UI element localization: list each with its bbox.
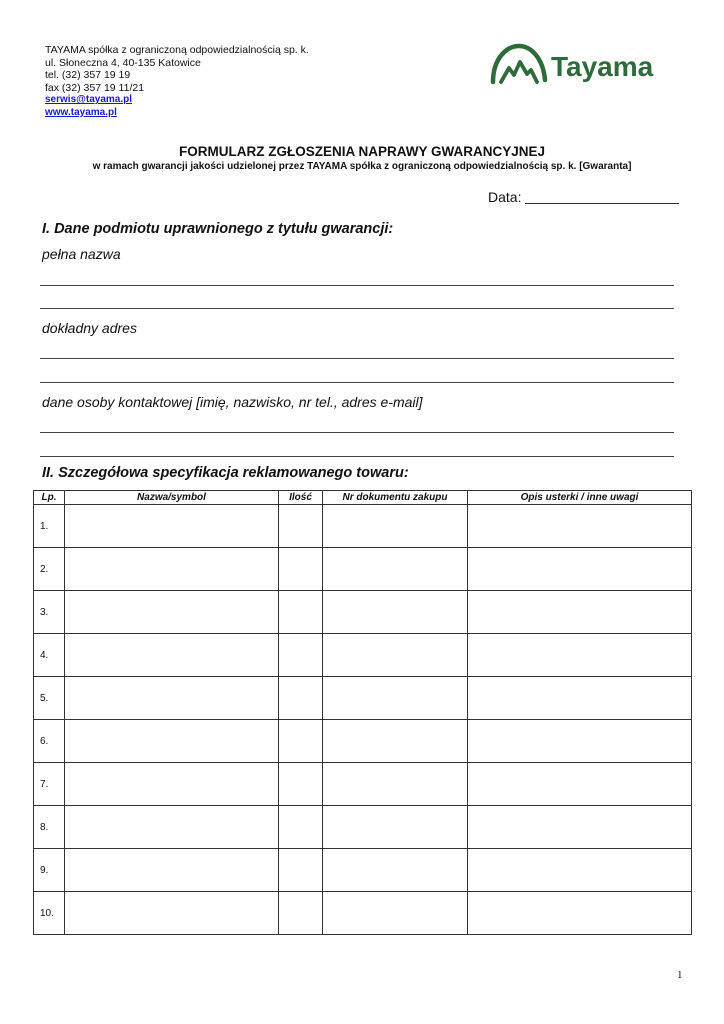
- cell-name[interactable]: [65, 806, 279, 849]
- address-line-1[interactable]: [40, 358, 674, 359]
- company-website-link[interactable]: www.tayama.pl: [45, 106, 117, 118]
- table-row: [34, 677, 692, 720]
- field-label-full-name: pełna nazwa: [42, 246, 121, 262]
- date-input-line[interactable]: [525, 189, 679, 204]
- cell-quantity[interactable]: [279, 720, 323, 763]
- column-header-lp: Lp.: [34, 491, 65, 505]
- row-number: 9.: [34, 849, 65, 892]
- cell-description[interactable]: [468, 634, 692, 677]
- row-number: 8.: [34, 806, 65, 849]
- table-row: [34, 892, 692, 935]
- cell-document[interactable]: [323, 677, 468, 720]
- cell-description[interactable]: [468, 548, 692, 591]
- table-row: [34, 806, 692, 849]
- section-2-title: II. Szczegółowa specyfikacja reklamowanego towaru:: [42, 465, 409, 481]
- table-row: [34, 634, 692, 677]
- cell-quantity[interactable]: [279, 548, 323, 591]
- row-number: 5.: [34, 677, 65, 720]
- row-number: 2.: [34, 548, 65, 591]
- row-number: 4.: [34, 634, 65, 677]
- product-spec-table: [33, 490, 692, 935]
- company-info: [45, 44, 309, 120]
- cell-name[interactable]: [65, 505, 279, 548]
- cell-document[interactable]: [323, 548, 468, 591]
- cell-name[interactable]: [65, 849, 279, 892]
- cell-name[interactable]: [65, 634, 279, 677]
- row-number: 1.: [34, 505, 65, 548]
- cell-description[interactable]: [468, 849, 692, 892]
- company-logo: [489, 42, 679, 90]
- company-email-link[interactable]: serwis@tayama.pl: [45, 94, 133, 106]
- cell-quantity[interactable]: [279, 677, 323, 720]
- cell-quantity[interactable]: [279, 591, 323, 634]
- cell-document[interactable]: [323, 806, 468, 849]
- page-number: 1: [677, 969, 683, 981]
- cell-name[interactable]: [65, 677, 279, 720]
- table-row: [34, 591, 692, 634]
- cell-document[interactable]: [323, 892, 468, 935]
- cell-description[interactable]: [468, 763, 692, 806]
- column-header-name: Nazwa/symbol: [65, 491, 279, 505]
- cell-name[interactable]: [65, 548, 279, 591]
- field-label-address: dokładny adres: [42, 320, 137, 336]
- table-row: [34, 849, 692, 892]
- cell-document[interactable]: [323, 763, 468, 806]
- company-fax: fax (32) 357 19 11/21: [45, 81, 145, 94]
- table-row: [34, 548, 692, 591]
- cell-description[interactable]: [468, 892, 692, 935]
- cell-document[interactable]: [323, 591, 468, 634]
- table-header-row: [34, 491, 692, 505]
- table-row: [34, 720, 692, 763]
- cell-quantity[interactable]: [279, 634, 323, 677]
- cell-quantity[interactable]: [279, 892, 323, 935]
- cell-description[interactable]: [468, 806, 692, 849]
- column-header-document: Nr dokumentu zakupu: [323, 491, 468, 505]
- address-line-2[interactable]: [40, 382, 674, 383]
- cell-description[interactable]: [468, 720, 692, 763]
- cell-description[interactable]: [468, 591, 692, 634]
- contact-line-1[interactable]: [40, 432, 674, 433]
- company-name: TAYAMA spółka z ograniczoną odpowiedzialnością sp. k.: [45, 44, 309, 56]
- cell-document[interactable]: [323, 720, 468, 763]
- full-name-line-2[interactable]: [40, 308, 674, 309]
- date-field: [488, 189, 679, 205]
- row-number: 3.: [34, 591, 65, 634]
- full-name-line-1[interactable]: [40, 285, 674, 286]
- form-subtitle: w ramach gwarancji jakości udzielonej przez TAYAMA spółka z ograniczoną odpowiedzialnością sp. k. [Gwaranta]: [92, 161, 632, 172]
- table-row: [34, 763, 692, 806]
- cell-quantity[interactable]: [279, 763, 323, 806]
- cell-quantity[interactable]: [279, 806, 323, 849]
- cell-description[interactable]: [468, 505, 692, 548]
- tayama-logo-mark: [489, 42, 679, 90]
- date-label: Data:: [488, 189, 522, 205]
- row-number: 6.: [34, 720, 65, 763]
- company-address: ul. Słoneczna 4, 40-135 Katowice: [45, 56, 201, 69]
- section-1-title: I. Dane podmiotu uprawnionego z tytułu gwarancji:: [42, 221, 394, 237]
- cell-name[interactable]: [65, 591, 279, 634]
- column-header-quantity: Ilość: [279, 491, 323, 505]
- form-title: FORMULARZ ZGŁOSZENIA NAPRAWY GWARANCYJNEJ: [178, 144, 545, 159]
- cell-document[interactable]: [323, 849, 468, 892]
- cell-document[interactable]: [323, 505, 468, 548]
- cell-document[interactable]: [323, 634, 468, 677]
- field-label-contact: dane osoby kontaktowej [imię, nazwisko, nr tel., adres e-mail]: [42, 394, 423, 410]
- cell-name[interactable]: [65, 720, 279, 763]
- column-header-description: Opis usterki / inne uwagi: [468, 491, 692, 505]
- cell-description[interactable]: [468, 677, 692, 720]
- table-row: [34, 505, 692, 548]
- cell-name[interactable]: [65, 892, 279, 935]
- cell-quantity[interactable]: [279, 849, 323, 892]
- contact-line-2[interactable]: [40, 456, 674, 457]
- svg-text:Tayama: Tayama: [551, 51, 654, 82]
- company-phone: tel. (32) 357 19 19: [45, 69, 131, 82]
- cell-name[interactable]: [65, 763, 279, 806]
- cell-quantity[interactable]: [279, 505, 323, 548]
- row-number: 7.: [34, 763, 65, 806]
- row-number: 10.: [34, 892, 65, 935]
